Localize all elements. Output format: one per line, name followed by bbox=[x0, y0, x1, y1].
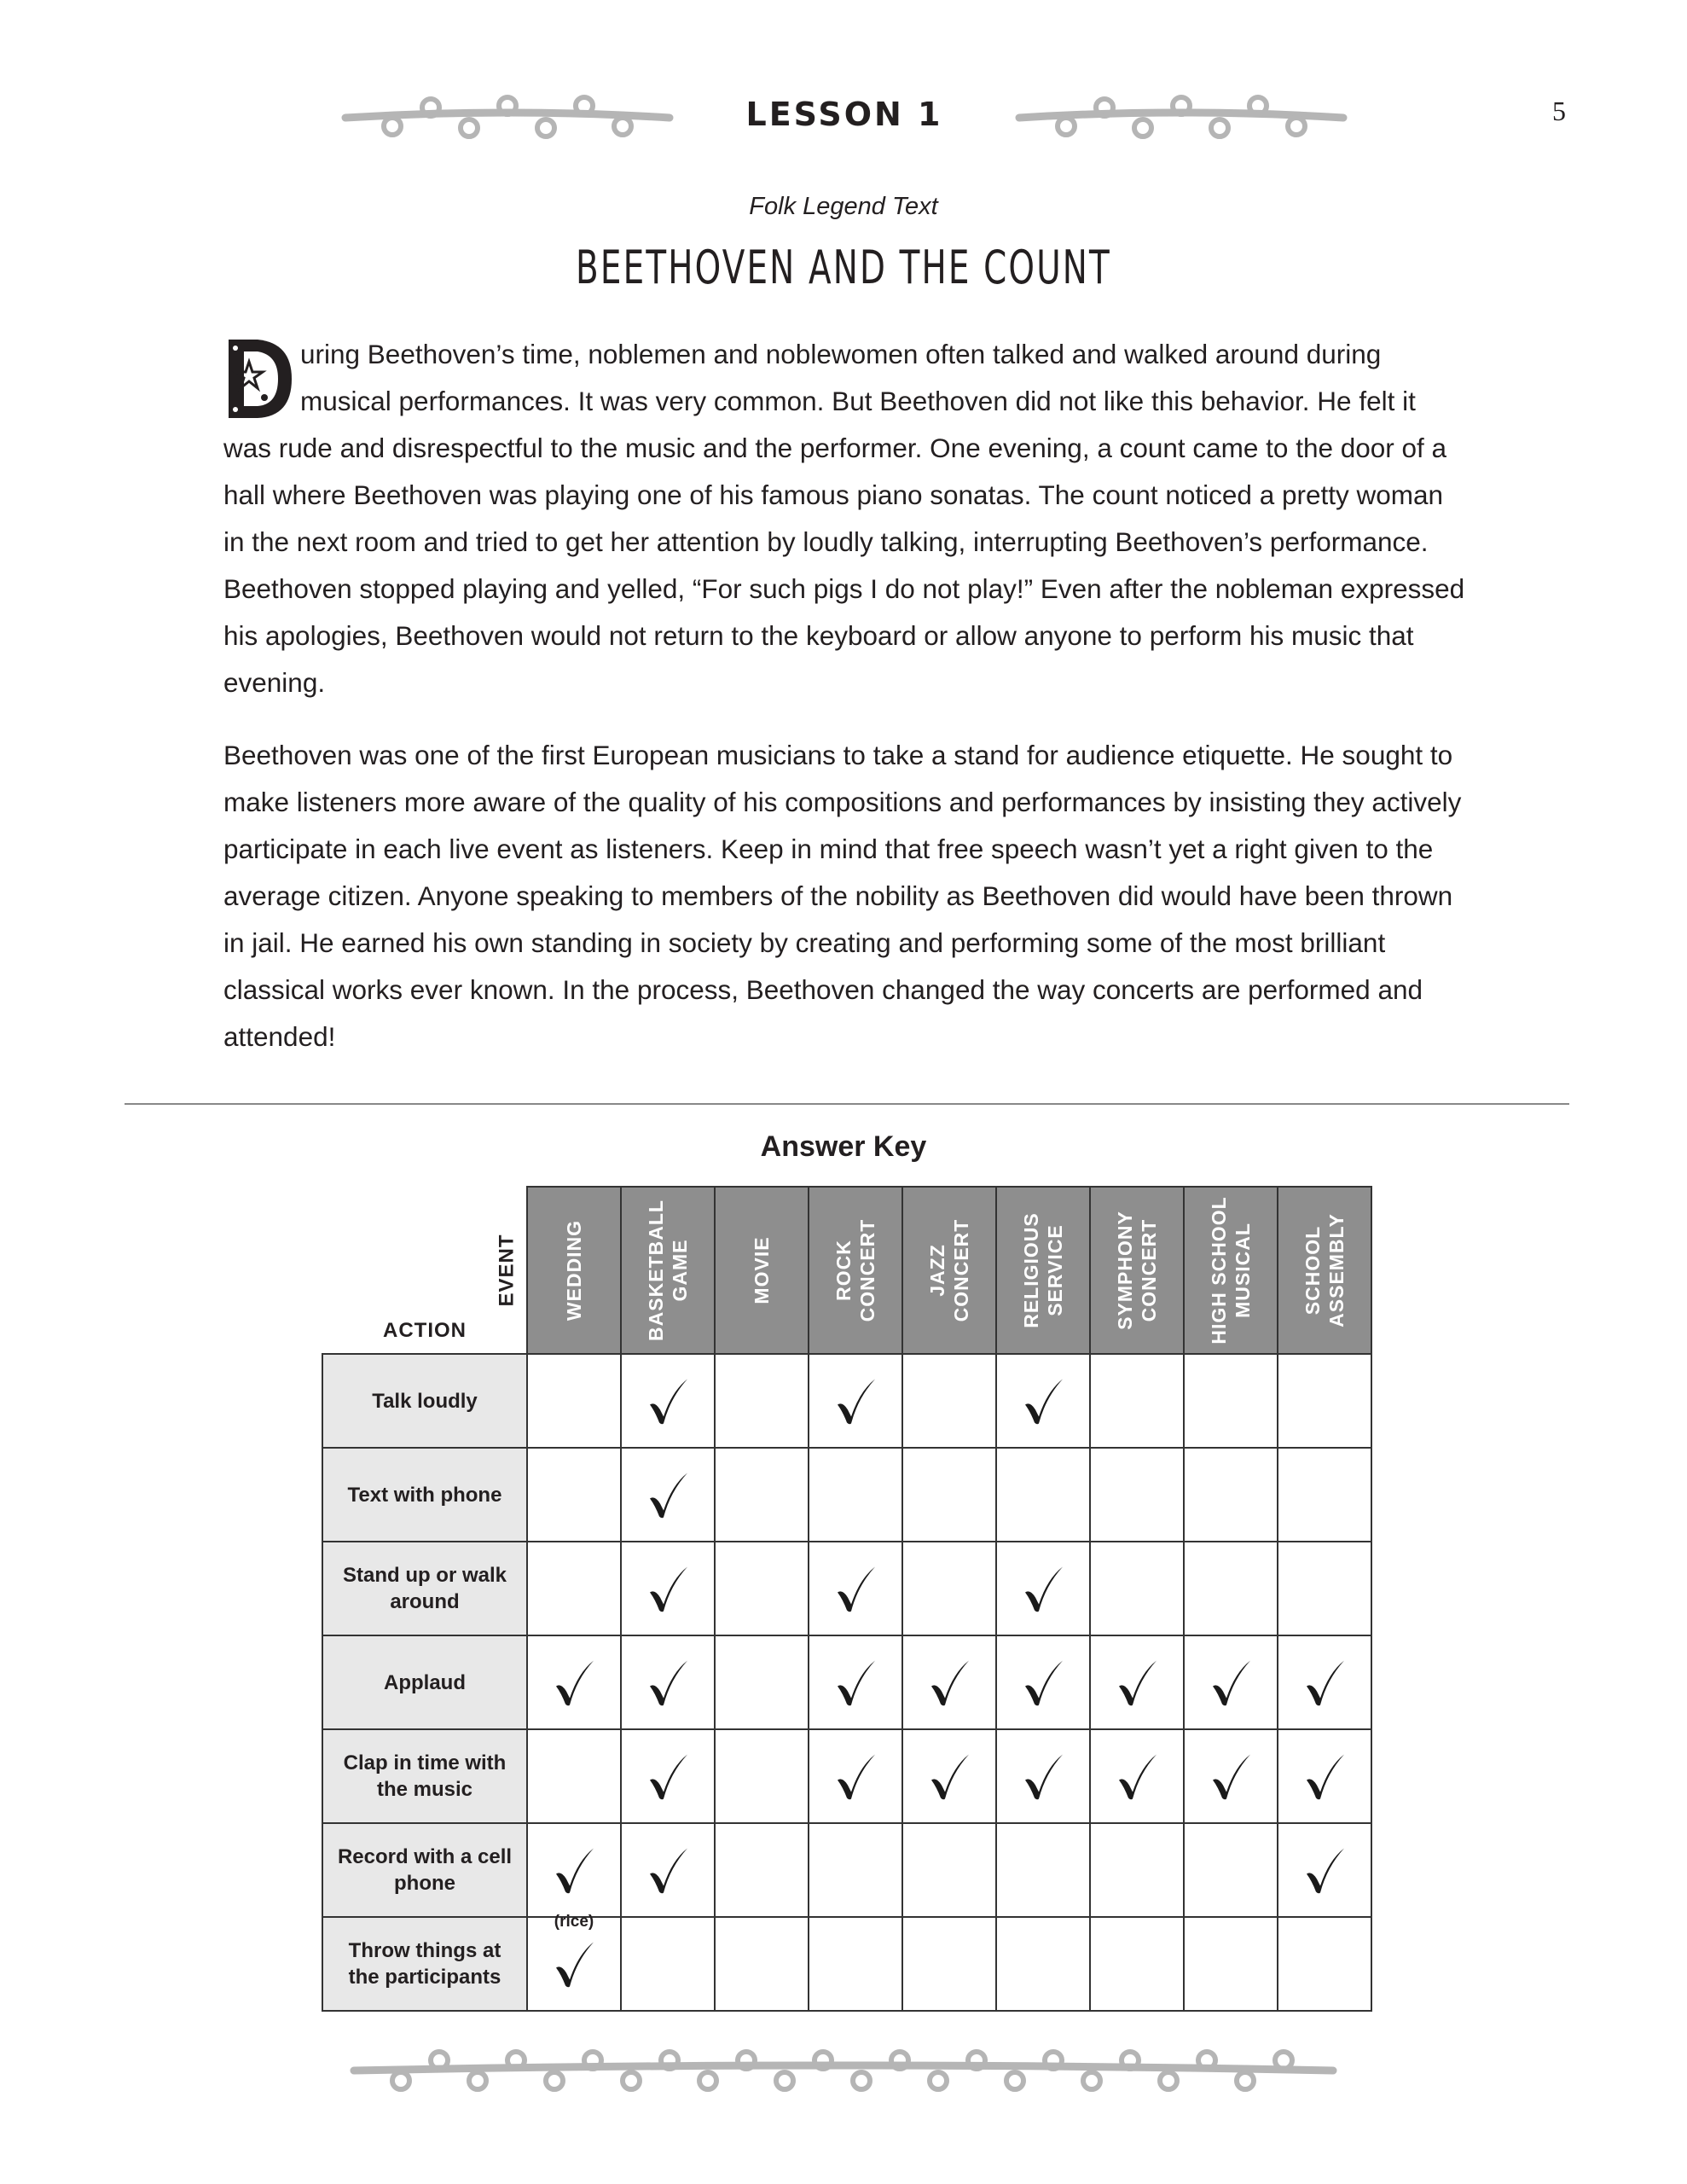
paragraph-1-text: uring Beethoven’s time, noblemen and noblewomen often talked and walked around during musical performances. It was very common. But Beethoven did not like this behavior. He felt it was rude and disrespectful to the music and the performer. One evening, a count came to the door of a hall where Beethoven was playing one of his famous piano sonatas. The count noticed a pretty woman in the next room and tried to get her attention by loudly talking, interrupting Beethoven’s performance. Beethoven stopped playing and yelled, “For such pigs I do not play!” Even after the nobleman expressed his apologies, Beethoven would not return to the keyboard or allow anyone to perform his music that evening. bbox=[223, 339, 1465, 698]
checkmark-icon bbox=[1208, 1751, 1254, 1807]
lesson-title: LESSON 1 bbox=[745, 96, 943, 133]
text-subtitle: Folk Legend Text bbox=[749, 193, 938, 220]
table-cell bbox=[1183, 1728, 1278, 1824]
table-cell bbox=[1277, 1353, 1372, 1449]
dropcap-d-icon bbox=[223, 336, 295, 421]
table-cell bbox=[526, 1728, 622, 1824]
vine-ornament-footer-icon bbox=[0, 2043, 1687, 2103]
checkmark-icon bbox=[1301, 1751, 1348, 1807]
table-cell bbox=[808, 1916, 903, 2012]
table-cell bbox=[808, 1541, 903, 1636]
checkmark-icon bbox=[551, 1845, 597, 1901]
row-label-record-with-a-cell-phone: Record with a cell phone bbox=[322, 1822, 528, 1918]
column-header-label: RELIGIOUS SERVICE bbox=[1020, 1212, 1066, 1328]
checkmark-icon bbox=[1301, 1658, 1348, 1713]
row-label-stand-up-or-walk-around: Stand up or walk around bbox=[322, 1541, 528, 1636]
checkmark-icon bbox=[832, 1658, 878, 1713]
checkmark-icon bbox=[1020, 1751, 1066, 1807]
row-label-applaud: Applaud bbox=[322, 1635, 528, 1730]
table-cell bbox=[995, 1916, 1091, 2012]
table-cell bbox=[1277, 1822, 1372, 1918]
table-cell bbox=[714, 1635, 809, 1730]
column-header-wedding bbox=[526, 1186, 622, 1355]
table-cell bbox=[901, 1822, 997, 1918]
table-cell bbox=[1089, 1822, 1185, 1918]
column-header-basketball-game bbox=[620, 1186, 716, 1355]
table-cell bbox=[1089, 1353, 1185, 1449]
row-label-talk-loudly: Talk loudly bbox=[322, 1353, 528, 1449]
table-cell bbox=[995, 1353, 1091, 1449]
checkmark-icon bbox=[645, 1376, 691, 1432]
table-cell bbox=[620, 1916, 716, 2012]
table-cell bbox=[1089, 1635, 1185, 1730]
checkmark-icon bbox=[1114, 1658, 1160, 1713]
checkmark-icon bbox=[645, 1751, 691, 1807]
column-header-jazz-concert bbox=[901, 1186, 997, 1355]
column-header-rock-concert bbox=[808, 1186, 903, 1355]
checkmark-icon bbox=[832, 1564, 878, 1619]
table-cell bbox=[1183, 1916, 1278, 2012]
checkmark-icon bbox=[1208, 1658, 1254, 1713]
checkmark-icon bbox=[645, 1658, 691, 1713]
row-label-text-with-phone: Text with phone bbox=[322, 1447, 528, 1542]
table-cell bbox=[526, 1913, 622, 2012]
checkmark-icon bbox=[645, 1470, 691, 1525]
table-cell bbox=[995, 1635, 1091, 1730]
column-header-religious-service bbox=[995, 1186, 1091, 1355]
column-header-label: MOVIE bbox=[751, 1236, 773, 1304]
column-header-label: WEDDING bbox=[563, 1219, 585, 1321]
table-cell bbox=[1183, 1353, 1278, 1449]
table-cell bbox=[620, 1728, 716, 1824]
checkmark-icon bbox=[1020, 1564, 1066, 1619]
table-cell bbox=[714, 1916, 809, 2012]
cell-note: (rice) bbox=[554, 1913, 594, 1931]
table-cell bbox=[808, 1353, 903, 1449]
column-header-label: JAZZ CONCERT bbox=[926, 1218, 972, 1322]
table-cell bbox=[526, 1541, 622, 1636]
column-header-label: HIGH SCHOOL MUSICAL bbox=[1208, 1196, 1254, 1345]
checkmark-icon bbox=[551, 1939, 597, 1995]
table-cell bbox=[620, 1353, 716, 1449]
table-cell bbox=[808, 1728, 903, 1824]
table-cell bbox=[526, 1353, 622, 1449]
table-cell bbox=[1089, 1916, 1185, 2012]
table-cell bbox=[995, 1822, 1091, 1918]
table-cell bbox=[714, 1447, 809, 1542]
table-cell bbox=[714, 1728, 809, 1824]
table-cell bbox=[901, 1916, 997, 2012]
paragraph-2: Beethoven was one of the first European musicians to take a stand for audience etiquette. He sought to make listeners more aware of the quality of his compositions and performances by insisting they actively participate in each live event as listeners. Keep in mind that free speech wasn’t yet a right given to the average citizen. Anyone speaking to members of the nobility as Beethoven did would have been thrown in jail. He earned his own standing in society by creating and performing some of the most brilliant classical works ever known. In the process, Beethoven changed the way concerts are performed and attended! bbox=[223, 740, 1462, 1052]
page-number: 5 bbox=[1552, 96, 1566, 126]
page-header bbox=[0, 85, 1687, 154]
table-cell bbox=[1089, 1728, 1185, 1824]
table-cell bbox=[1277, 1635, 1372, 1730]
table-cell bbox=[620, 1822, 716, 1918]
table-cell bbox=[526, 1822, 622, 1918]
table-cell bbox=[620, 1541, 716, 1636]
column-header-label: SCHOOL ASSEMBLY bbox=[1301, 1213, 1348, 1327]
checkmark-icon bbox=[1020, 1376, 1066, 1432]
vine-ornament-right-icon bbox=[1015, 85, 1348, 154]
action-axis-label: ACTION bbox=[383, 1319, 467, 1342]
table-cell bbox=[901, 1635, 997, 1730]
table-cell bbox=[714, 1353, 809, 1449]
vine-ornament-left-icon bbox=[341, 85, 674, 154]
table-cell bbox=[1277, 1447, 1372, 1542]
table-cell bbox=[1277, 1728, 1372, 1824]
event-axis-label: EVENT bbox=[495, 1234, 519, 1307]
paragraph-1 bbox=[223, 331, 1470, 706]
page-title: BEETHOVEN AND THE COUNT bbox=[576, 241, 1111, 294]
column-header-label: SYMPHONY CONCERT bbox=[1114, 1211, 1160, 1330]
table-cell bbox=[995, 1728, 1091, 1824]
checkmark-icon bbox=[926, 1658, 972, 1713]
column-header-school-assembly bbox=[1277, 1186, 1372, 1355]
table-cell bbox=[1089, 1447, 1185, 1542]
checkmark-icon bbox=[1020, 1658, 1066, 1713]
row-label-throw-things-at-the-participants: Throw things at the participants bbox=[322, 1916, 528, 2012]
checkmark-icon bbox=[645, 1845, 691, 1901]
column-header-label: BASKETBALL GAME bbox=[645, 1199, 691, 1341]
table-cell bbox=[901, 1728, 997, 1824]
section-divider bbox=[125, 1103, 1569, 1105]
table-cell bbox=[995, 1541, 1091, 1636]
table-cell bbox=[1183, 1822, 1278, 1918]
table-cell bbox=[1183, 1541, 1278, 1636]
checkmark-icon bbox=[832, 1751, 878, 1807]
checkmark-icon bbox=[1301, 1845, 1348, 1901]
answer-key-title: Answer Key bbox=[760, 1130, 927, 1163]
table-cell bbox=[808, 1822, 903, 1918]
column-header-symphony-concert bbox=[1089, 1186, 1185, 1355]
table-cell bbox=[1277, 1541, 1372, 1636]
row-label-clap-in-time-with-the-music: Clap in time with the music bbox=[322, 1728, 528, 1824]
checkmark-icon bbox=[926, 1751, 972, 1807]
table-cell bbox=[901, 1541, 997, 1636]
table-cell bbox=[808, 1635, 903, 1730]
table-cell bbox=[995, 1447, 1091, 1542]
checkmark-icon bbox=[551, 1658, 597, 1713]
table-cell bbox=[1277, 1916, 1372, 2012]
column-header-high-school-musical bbox=[1183, 1186, 1278, 1355]
table-cell bbox=[620, 1635, 716, 1730]
table-cell bbox=[901, 1353, 997, 1449]
column-header-label: ROCK CONCERT bbox=[832, 1218, 878, 1322]
table-cell bbox=[1183, 1447, 1278, 1542]
table-cell bbox=[714, 1822, 809, 1918]
table-cell bbox=[526, 1447, 622, 1542]
table-cell bbox=[714, 1541, 809, 1636]
table-cell bbox=[1183, 1635, 1278, 1730]
checkmark-icon bbox=[1114, 1751, 1160, 1807]
table-cell bbox=[526, 1635, 622, 1730]
table-cell bbox=[901, 1447, 997, 1542]
checkmark-icon bbox=[832, 1376, 878, 1432]
table-cell bbox=[808, 1447, 903, 1542]
column-header-movie bbox=[714, 1186, 809, 1355]
table-cell bbox=[620, 1447, 716, 1542]
table-cell bbox=[1089, 1541, 1185, 1636]
checkmark-icon bbox=[645, 1564, 691, 1619]
